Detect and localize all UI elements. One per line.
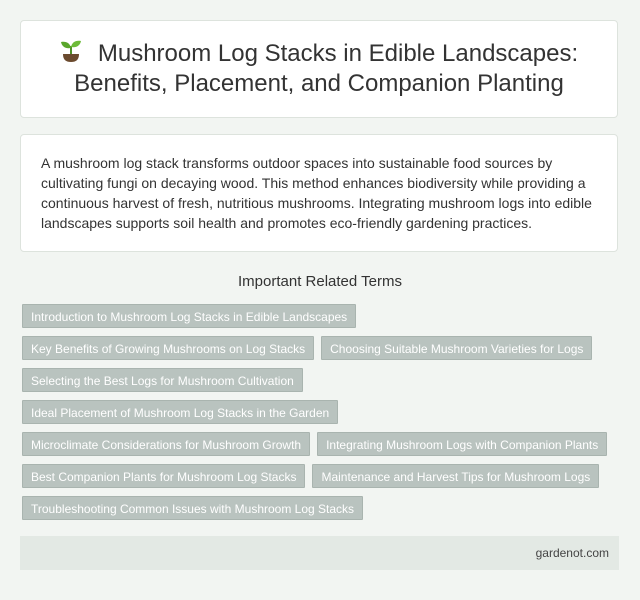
term-tag-mushroom-varieties[interactable]: Choosing Suitable Mushroom Varieties for Logs (321, 336, 592, 360)
term-tag-selecting-logs[interactable]: Selecting the Best Logs for Mushroom Cultivation (22, 368, 303, 392)
term-tag-maintenance-harvest[interactable]: Maintenance and Harvest Tips for Mushroom Logs (312, 464, 599, 488)
term-tag-troubleshooting[interactable]: Troubleshooting Common Issues with Mushroom Log Stacks (22, 496, 363, 520)
related-terms-heading: Important Related Terms (238, 273, 402, 290)
term-tag-best-companion-plants[interactable]: Best Companion Plants for Mushroom Log Stacks (22, 464, 305, 488)
term-tag-microclimate[interactable]: Microclimate Considerations for Mushroom Growth (22, 432, 310, 456)
intro-paragraph: A mushroom log stack transforms outdoor spaces into sustainable food sources by cultivating fungi on decaying wood. This method enhances biodiversity while providing a continuous harvest of fresh, nutritious mushrooms. Integrating mushroom logs into edible landscapes supports soil health and promotes eco-friendly gardening practices. (41, 155, 592, 231)
related-terms-list (22, 304, 622, 520)
sprout-icon (60, 39, 82, 63)
page-title-text: Mushroom Log Stacks in Edible Landscapes: Benefits, Placement, and Companion Planting (74, 40, 579, 97)
footer-site-name: gardenot.com (535, 546, 609, 560)
title-card (20, 20, 618, 118)
intro-card (20, 134, 618, 252)
term-tag-key-benefits[interactable]: Key Benefits of Growing Mushrooms on Log Stacks (22, 336, 314, 360)
term-tag-integrating-companions[interactable]: Integrating Mushroom Logs with Companion Plants (317, 432, 607, 456)
page-title (39, 39, 599, 99)
term-tag-ideal-placement[interactable]: Ideal Placement of Mushroom Log Stacks in the Garden (22, 400, 338, 424)
footer-bar (20, 536, 619, 570)
term-tag-introduction[interactable]: Introduction to Mushroom Log Stacks in Edible Landscapes (22, 304, 356, 328)
